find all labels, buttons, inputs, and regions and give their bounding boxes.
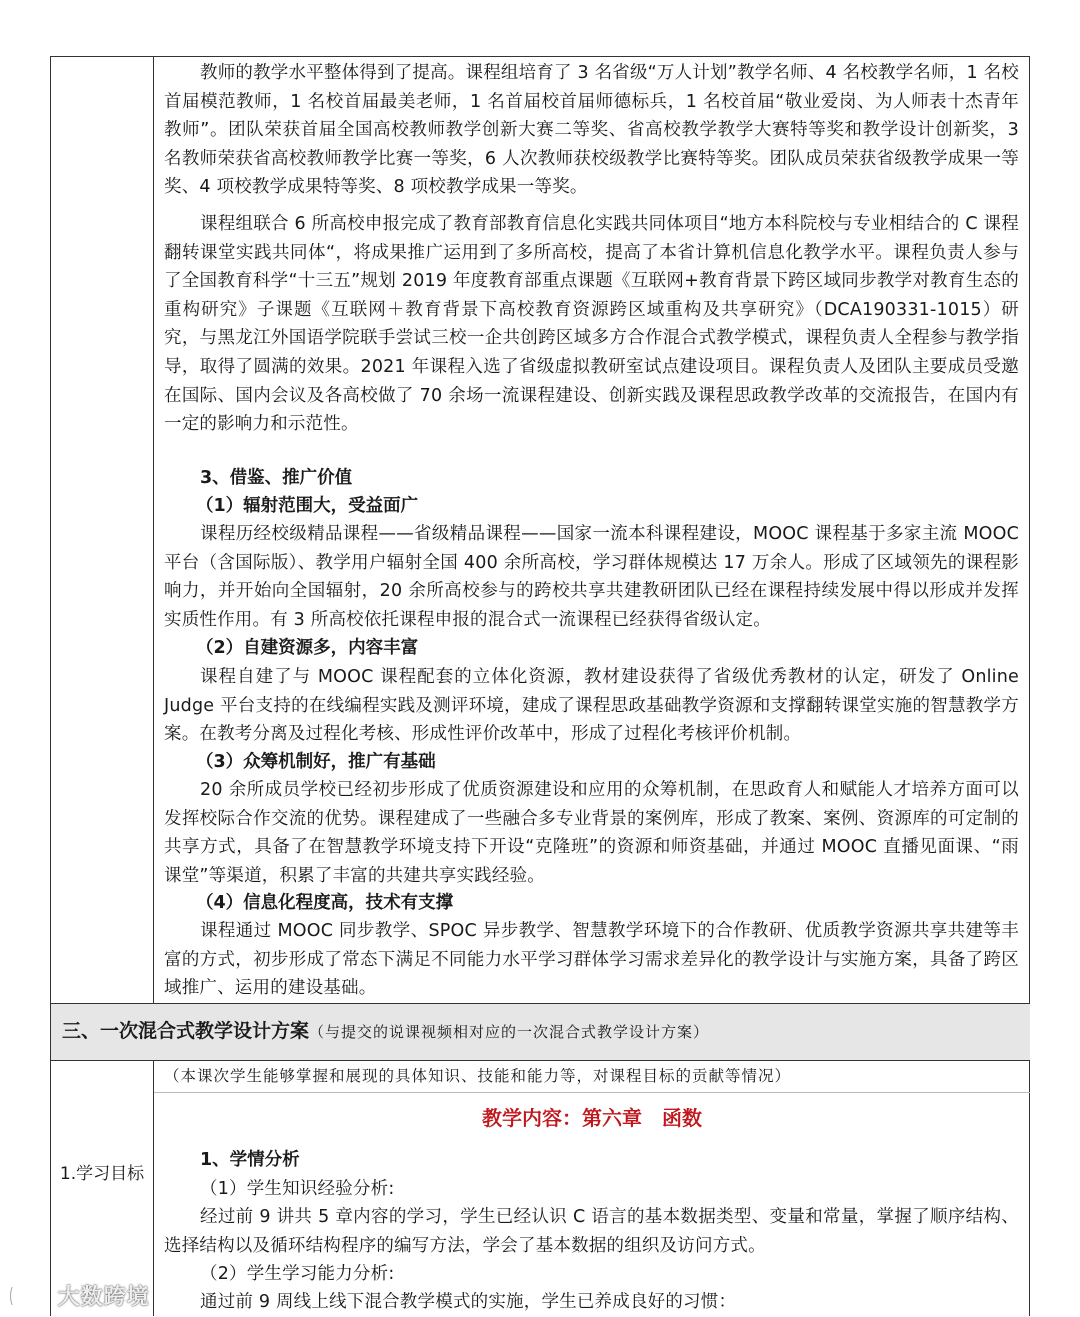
watermark-logo-icon bbox=[6, 1283, 46, 1309]
subheading-radiation: （1）辐射范围大，受益面广 bbox=[196, 496, 419, 516]
teaching-content-title: 教学内容：第六章 函数 bbox=[482, 1106, 702, 1130]
paragraph-radiation: 课程历经校级精品课程——省级精品课程——国家一流本科课程建设，MOOC 课程基于多家主流 MOOC 平台（含国际版）、教学用户辐射全国 400 余所高校，学习群体规模达 17 万余人。形成了区域领先的课程影响力，并开始向全国辐射，20 余所高校参与的跨校共享共建教研团队已经在课程持续发展中得以形成并发挥实质性作用。有 3 所高校依托课程申报的混合式一流课程已经获得省级认定。 bbox=[164, 524, 1019, 630]
table-rule-top bbox=[50, 56, 1030, 57]
subheading-crowdsourcing: （3）众筹机制好，推广有基础 bbox=[196, 752, 436, 772]
table-column-divider bbox=[153, 1060, 154, 1316]
section-title-text: 三、一次混合式教学设计方案 bbox=[62, 1020, 310, 1042]
heading-promotion-value: 3、借鉴、推广价值 bbox=[200, 468, 353, 488]
table-rule bbox=[50, 1003, 1030, 1004]
subheading-knowledge-analysis: （1）学生知识经验分析: bbox=[200, 1179, 395, 1199]
row-label-learning-goals: 1.学习目标 bbox=[59, 1164, 145, 1184]
subheading-resources: （2）自建资源多，内容丰富 bbox=[196, 638, 419, 658]
subheading-informatization: （4）信息化程度高，技术有支撑 bbox=[196, 893, 454, 913]
table-border-left bbox=[50, 56, 51, 1316]
section-title-note: （与提交的说课视频相对应的一次混合式教学设计方案） bbox=[309, 1023, 710, 1041]
table-rule bbox=[154, 1092, 1030, 1093]
paragraph-teacher-achievements: 教师的教学水平整体得到了提高。课程组培育了 3 名省级“万人计划”教学名师、4 名校教学名师，1 名校首届模范教师，1 名校首届最美老师，1 名首届校首届师德标兵，1 名校首届“敬业爱岗、为人师表十杰青年教师”。团队荣获首届全国高校教师教学创新大赛二等奖、省高校教学教学大赛特等奖和教学设计创新奖，3 名教师荣获省高校教师教学比赛一等奖，6 人次教师获校级教学比赛特等奖。团队成员荣获省级教学成果一等奖、4 项校教学成果特等奖、8 项校教学成果一等奖。 bbox=[164, 63, 1019, 198]
paragraph-informatization: 课程通过 MOOC 同步教学、SPOC 异步教学、智慧教学环境下的合作教研、优质教学资源共享共建等丰富的方式，初步形成了常态下满足不同能力水平学习群体学习需求差异化的教学设计与实施方案，具备了跨区域推广、运用的建设基础。 bbox=[164, 921, 1019, 999]
paragraph-knowledge-analysis: 经过前 9 讲共 5 章内容的学习，学生已经认识 C 语言的基本数据类型、变量和常量，掌握了顺序结构、选择结构以及循环结构程序的编写方法，学会了基本数据的组织及访问方式。 bbox=[164, 1207, 1019, 1256]
subheading-ability-analysis: （2）学生学习能力分析: bbox=[200, 1264, 395, 1284]
paragraph-crowdsourcing: 20 余所成员学校已经初步形成了优质资源建设和应用的众筹机制，在思政育人和赋能人才培养方面可以发挥校际合作交流的优势。课程建成了一些融合多专业背景的案例库，形成了教案、案例、资源库的可定制的共享方式，具备了在智慧教学环境支持下开设“克隆班”的资源和师资基础，并通过 MOOC 直播见面课、“雨课堂”等渠道，积累了丰富的共建共享实践经验。 bbox=[164, 780, 1019, 886]
table-column-divider bbox=[153, 56, 154, 1004]
paragraph-resources: 课程自建了与 MOOC 课程配套的立体化资源，教材建设获得了省级优秀教材的认定，研发了 Online Judge 平台支持的在线编程实践及测评环境，建成了课程思政基础教学资源和支撑翻转课堂实施的智慧教学方案。在教考分离及过程化考核、形成性评价改革中，形成了过程化考核评价机制。 bbox=[164, 667, 1019, 745]
paragraph-ability-analysis: 通过前 9 周线上线下混合教学模式的实施，学生已养成良好的习惯： bbox=[200, 1292, 737, 1312]
watermark bbox=[6, 1280, 150, 1310]
watermark-text: 大数跨境 bbox=[57, 1285, 150, 1310]
heading-student-analysis: 1、学情分析 bbox=[200, 1150, 300, 1170]
table-rule bbox=[50, 1060, 1030, 1061]
row-instruction-note: （本课次学生能够掌握和展现的具体知识、技能和能力等，对课程目标的贡献等情况） bbox=[164, 1067, 792, 1085]
section-title bbox=[62, 1016, 709, 1047]
paragraph-community-promotion: 课程组联合 6 所高校申报完成了教育部教育信息化实践共同体项目“地方本科院校与专业相结合的 C 课程翻转课堂实践共同体“，将成果推广运用到了多所高校，提高了本省计算机信息化教学水平。课程负责人参与了全国教育科学“十三五”规划 2019 年度教育部重点课题《互联网+教育背景下跨区域同步教学对教育生态的重构研究》子课题《互联网＋教育背景下高校教育资源跨区域重构及共享研究》（DCA190331-1015）研究，与黑龙江外国语学院联手尝试三校一企共创跨区域多方合作混合式教学模式，课程负责人全程参与教学指导，取得了圆满的效果。2021 年课程入选了省级虚拟教研室试点建设项目。课程负责人及团队主要成员受邀在国际、国内会议及各高校做了 70 余场一流课程建设、创新实践及课程思政教学改革的交流报告，在国内有一定的影响力和示范性。 bbox=[164, 214, 1019, 435]
